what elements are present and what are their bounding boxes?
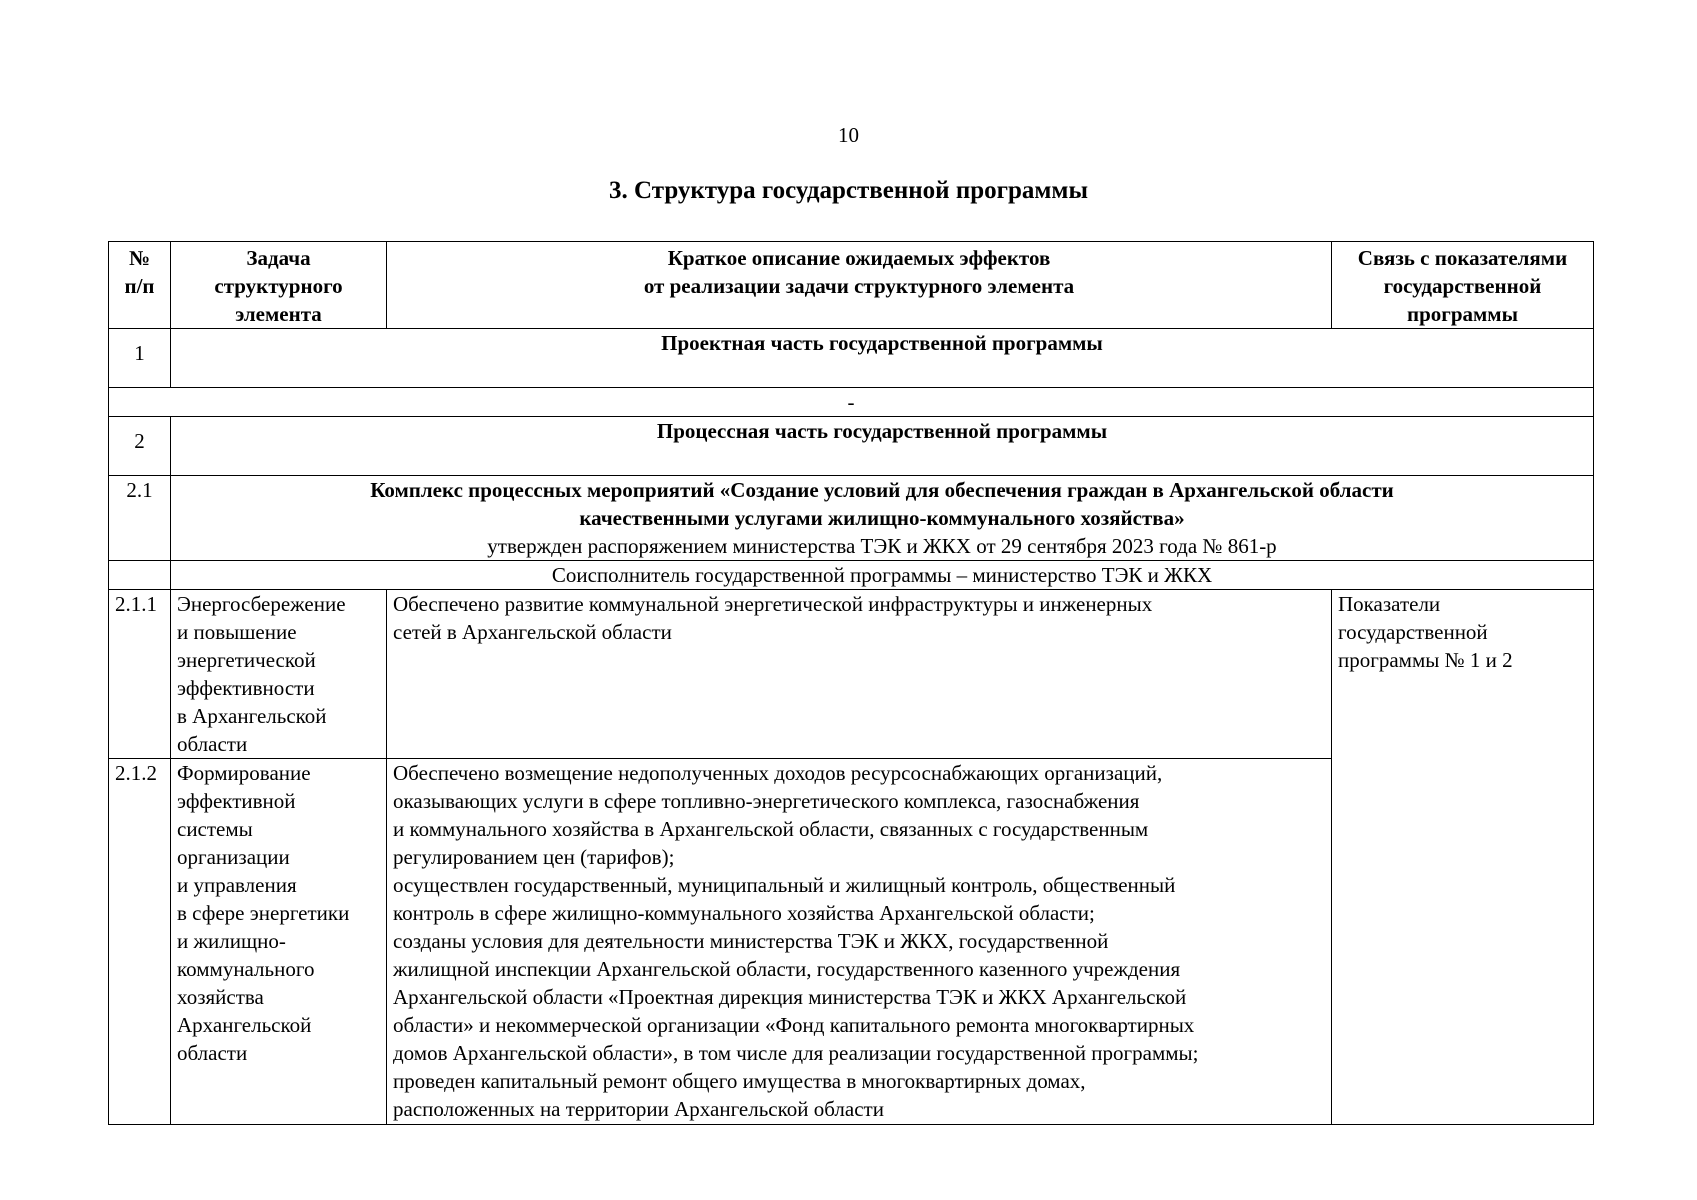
table-row-dash xyxy=(109,388,1594,417)
row-number: 2.1 xyxy=(109,476,171,561)
header-link: Связь с показателями государственной программы xyxy=(1332,242,1594,329)
task-cell: Формирование эффективной системы организации и управления в сфере энергетики и жилищно- коммунального хозяйства Архангельской области xyxy=(171,759,387,1125)
complex-approved: утвержден распоряжением министерства ТЭК и ЖКХ от 29 сентября 2023 года № 861-р xyxy=(487,534,1277,558)
row-number: 2.1.1 xyxy=(109,590,171,759)
coexecutor-text: Соисполнитель государственной программы – министерство ТЭК и ЖКХ xyxy=(171,561,1594,590)
table-row-project-part xyxy=(109,329,1594,388)
row-number: 2.1.2 xyxy=(109,759,171,1125)
table-header-row xyxy=(109,242,1594,329)
section-title-process: Процессная часть государственной программы xyxy=(171,417,1594,476)
description-cell: Обеспечено развитие коммунальной энергетической инфраструктуры и инженерных сетей в Архангельской области xyxy=(387,590,1332,759)
empty-cell xyxy=(109,561,171,590)
description-cell: Обеспечено возмещение недополученных доходов ресурсоснабжающих организаций, оказывающих услуги в сфере топливно-энергетического комплекса, газоснабжения и коммунального хозяйства в Архангельской области, связанных с государственным регулированием цен (тарифов); осуществлен государственный, муниципальный и жилищный контроль, общественный контроль в сфере жилищно-коммунального хозяйства Архангельской области; созданы условия для деятельности министерства ТЭК и ЖКХ, государственной жилищной инспекции Архангельской области, государственного казенного учреждения Архангельской области «Проектная дирекция министерства ТЭК и ЖКХ Архангельской области» и некоммерческой организации «Фонд капитального ремонта многоквартирных домов Архангельской области», в том числе для реализации государственной программы; проведен капитальный ремонт общего имущества в многоквартирных домах, расположенных на территории Архангельской области xyxy=(387,759,1332,1125)
header-description: Краткое описание ожидаемых эффектов от реализации задачи структурного элемента xyxy=(387,242,1332,329)
header-num: № п/п xyxy=(109,242,171,329)
task-cell: Энергосбережение и повышение энергетической эффективности в Архангельской области xyxy=(171,590,387,759)
table-row-2-1-1 xyxy=(109,590,1594,759)
row-number: 1 xyxy=(109,329,171,388)
table-row-coexecutor xyxy=(109,561,1594,590)
complex-title-line: качественными услугами жилищно-коммунального хозяйства» xyxy=(579,506,1185,530)
complex-description xyxy=(171,476,1594,561)
header-task: Задача структурного элемента xyxy=(171,242,387,329)
empty-marker: - xyxy=(109,388,1594,417)
document-title: 3. Структура государственной программы xyxy=(609,177,1088,204)
section-title-project: Проектная часть государственной программы xyxy=(171,329,1594,388)
link-cell: Показатели государственной программы № 1 и 2 xyxy=(1332,590,1594,1125)
table-row-complex xyxy=(109,476,1594,561)
program-structure-table xyxy=(108,241,1594,1125)
table-row-process-part xyxy=(109,417,1594,476)
complex-title-line: Комплекс процессных мероприятий «Создание условий для обеспечения граждан в Архангельской области xyxy=(370,478,1394,502)
row-number: 2 xyxy=(109,417,171,476)
page-number: 10 xyxy=(838,123,859,147)
